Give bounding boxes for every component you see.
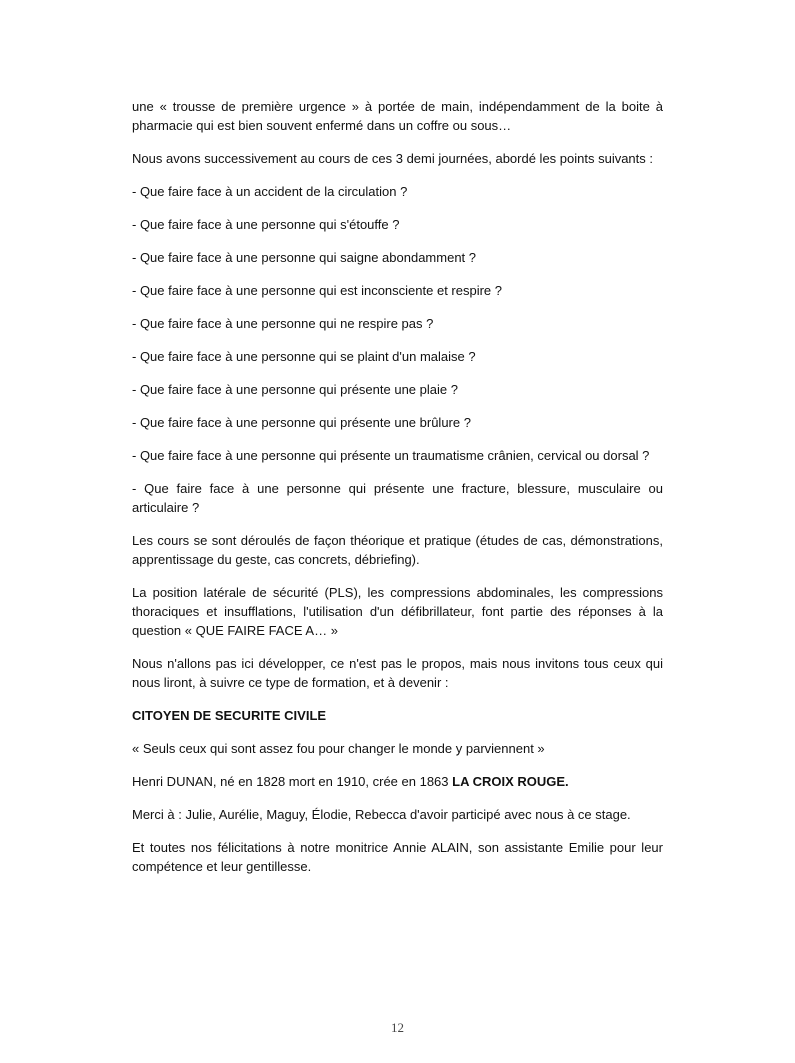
topic-item: - Que faire face à une personne qui s'étouffe ? (132, 217, 400, 232)
topic-item: - Que faire face à une personne qui présente une fracture, blessure, musculaire ou articulaire ? (132, 481, 663, 515)
topic-item: - Que faire face à une personne qui présente une plaie ? (132, 382, 458, 397)
section-heading: CITOYEN DE SECURITE CIVILE (132, 708, 327, 723)
topic-item: - Que faire face à un accident de la circulation ? (132, 184, 408, 199)
topic-item: - Que faire face à une personne qui présente un traumatisme crânien, cervical ou dorsal ? (132, 448, 650, 463)
paragraph-invitation: Nous n'allons pas ici développer, ce n'est pas le propos, mais nous invitons tous ceux qui nous liront, à suivre ce type de formation, et à devenir : (132, 656, 663, 690)
topic-item: - Que faire face à une personne qui est inconsciente et respire ? (132, 283, 502, 298)
quote: « Seuls ceux qui sont assez fou pour changer le monde y parviennent » (132, 741, 545, 756)
paragraph-intro: une « trousse de première urgence » à portée de main, indépendamment de la boite à pharmacie qui est bien souvent enfermé dans un coffre ou sous… (132, 99, 663, 133)
paragraph-congratulations: Et toutes nos félicitations à notre monitrice Annie ALAIN, son assistante Emilie pour leur compétence et leur gentillesse. (132, 840, 663, 874)
red-cross-name: LA CROIX ROUGE. (452, 774, 569, 789)
paragraph-courses: Les cours se sont déroulés de façon théorique et pratique (études de cas, démonstrations, apprentissage du geste, cas concrets, débriefing). (132, 533, 663, 567)
paragraph-topics-intro: Nous avons successivement au cours de ces 3 demi journées, abordé les points suivants : (132, 151, 653, 166)
topic-item: - Que faire face à une personne qui saigne abondamment ? (132, 250, 477, 265)
paragraph-dunan (132, 772, 663, 791)
topic-item: - Que faire face à une personne qui présente une brûlure ? (132, 415, 471, 430)
paragraph-thanks: Merci à : Julie, Aurélie, Maguy, Élodie, Rebecca d'avoir participé avec nous à ce stage. (132, 807, 631, 822)
topic-item: - Que faire face à une personne qui ne respire pas ? (132, 316, 434, 331)
dunan-text: Henri DUNAN, né en 1828 mort en 1910, crée en 1863 (132, 774, 453, 789)
paragraph-techniques: La position latérale de sécurité (PLS), les compressions abdominales, les compressions thoraciques et insufflations, l'utilisation d'un défibrillateur, font partie des réponses à la question « QUE FAIRE FACE A… » (132, 585, 663, 638)
page-body (132, 97, 663, 890)
topic-item: - Que faire face à une personne qui se plaint d'un malaise ? (132, 349, 476, 364)
page-number: 12 (391, 1020, 404, 1035)
